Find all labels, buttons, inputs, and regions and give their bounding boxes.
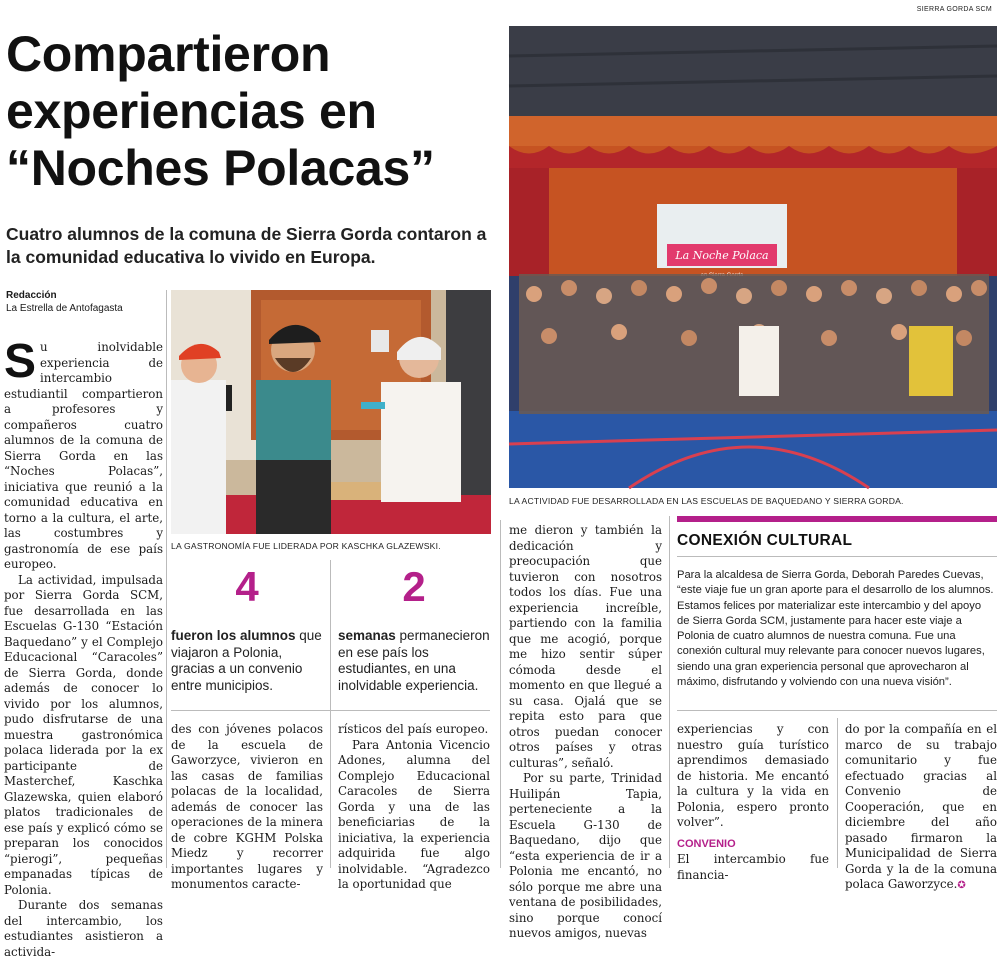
column-divider	[330, 560, 331, 868]
body-paragraph: me dieron y también la dedicación y preocupación que tuvieron con nosotros todos los días. Fue una experiencia increíble, partiendo con la familia que me acogió, porque me hizo sentir súper cómoda desde el momento en que llegué a su casa. Ojalá que se repita esto para que otros puedan conocer otros países y otras culturas”, señaló.	[509, 523, 662, 770]
stat-bold: semanas	[338, 628, 396, 643]
column-divider	[669, 516, 670, 868]
paragraph-text: do por la compañía en el marco de su trabajo comunitario y fue efectuado gracias al Convenio de Cooperación, que en diciembre del año pasado firmaron la Municipalidad de Sierra Gorda y la de la comuna polaca Gaworzyce.	[845, 722, 997, 891]
stat-description	[171, 628, 327, 694]
box-accent-bar	[677, 516, 997, 522]
body-column-2	[171, 722, 323, 891]
column-divider	[837, 718, 838, 868]
body-column-1	[4, 335, 163, 959]
byline-role: Redacción	[6, 290, 57, 301]
gastronomy-photo	[171, 290, 491, 534]
end-of-article-icon: ✪	[957, 880, 966, 891]
body-paragraph	[4, 335, 163, 573]
group-photo	[509, 26, 997, 488]
body-column-6	[845, 722, 997, 891]
box-title: CONEXIÓN CULTURAL	[677, 532, 853, 549]
stat-number: 2	[402, 563, 426, 610]
body-paragraph: Durante dos semanas del intercambio, los estudiantes asistieron a activida-	[4, 898, 163, 959]
headline	[6, 26, 506, 197]
body-paragraph: experiencias y con nuestro guía turístico aprendimos demasiado de historia. Me encantó la cultura y la vida en Polonia, espero pronto volver”.	[677, 722, 829, 829]
stat-rest: permanecieron en ese país los estudiantes, en una inolvidable experiencia.	[338, 628, 490, 693]
body-column-4	[509, 523, 662, 940]
body-paragraph	[845, 722, 997, 894]
body-paragraph: Por su parte, Trinidad Huilipán Tapia, perteneciente a la Escuela G-130 de Baquedano, dijo que “esta experiencia de ir a Polonia me encantó, no sólo porque me abre una ventana de posibilidades, sino porque conocí nuevos amigos, nuevas	[509, 771, 662, 940]
section-subtitle: CONVENIO	[677, 837, 736, 850]
group-photo-illustration	[509, 26, 997, 488]
body-column-5	[677, 722, 829, 882]
paragraph-text: u inolvidable experiencia de intercambio estudiantil compartieron a profesores y compañeros cuatro alumnos de la comuna de Sierra Gorda en las “Noches Polacas”, iniciativa que reunió a la comunidad educativa en torno a la cultura, el arte, las costumbres y gastronomía de ese país europeo.	[4, 340, 163, 571]
body-paragraph: des con jóvenes polacos de la escuela de Gaworzyce, vivieron en las casas de familias polacas de la localidad, además de conocer las operaciones de la minera de cobre KGHM Polska Miedz y recorrer importantes lugares y monumentos caracte-	[171, 722, 323, 891]
body-column-3	[338, 722, 490, 891]
box-text: Para la alcaldesa de Sierra Gorda, Deborah Paredes Cuevas, “este viaje fue un gran aporte para el desarrollo de los alumnos. Estamos felices por materializar este intercambio y del apoyo de Sierra Gorda SCM, justamente para hacer este viaje a Polonia de cuatro alumnos de nuestra comuna. Fue una conexión cultural muy relevante para conocer nuevos lugares, siendo una gran experiencia personal que aprovecharon al máximo, disfrutando y volviendo con una nueva visión”.	[677, 569, 994, 689]
subheadline: Cuatro alumnos de la comuna de Sierra Gorda contaron a la comunidad educativa lo vivido en Europa.	[6, 224, 487, 267]
byline-outlet: La Estrella de Antofagasta	[6, 303, 123, 314]
gastronomy-photo-caption: LA GASTRONOMÍA FUE LIDERADA POR KASCHKA GLAZEWSKI.	[171, 541, 441, 551]
column-divider	[166, 290, 167, 868]
byline	[6, 289, 123, 315]
headline-line-2: experiencias en	[6, 83, 377, 139]
headline-line-1: Compartieron	[6, 26, 331, 82]
column-divider	[500, 520, 501, 868]
group-photo-caption: LA ACTIVIDAD FUE DESARROLLADA EN LAS ESCUELAS DE BAQUEDANO Y SIERRA GORDA.	[509, 496, 904, 506]
body-paragraph: rísticos del país europeo.	[338, 722, 489, 736]
stat-description	[338, 628, 494, 694]
stat-rest: que viajaron a Polonia, gracias a un convenio entre municipios.	[171, 628, 322, 693]
body-paragraph: Para Antonia Vicencio Adones, alumna del Complejo Educacional Caracoles de Sierra Gorda y una de las beneficiarias de la iniciativa, la experiencia adquirida fue algo inolvidable. “Agradezco la oportunidad que	[338, 737, 490, 891]
section-divider	[677, 710, 997, 711]
photo-credit: SIERRA GORDA SCM	[916, 6, 992, 13]
body-paragraph: La actividad, impulsada por Sierra Gorda SCM, fue desarrollada en las Escuelas G-130 “Estación Baquedano” y el Complejo Educacional “Caracoles” de Sierra Gorda, donde además de conocer lo vivido por los alumnos, pudo disfrutarse de una muestra gastronómica polaca liderada por la ex participante de Masterchef, Kaschka Glazewska, quien elaboró platos tradicionales de ese país y explicó cómo se preparan los conocidos “pierogi”, pequeñas empanadas típicas de Polonia.	[4, 572, 163, 897]
section-divider	[171, 710, 490, 711]
stat-bold: fueron los alumnos	[171, 628, 296, 643]
drop-cap: S	[4, 335, 37, 388]
box-title-rule	[677, 556, 997, 557]
stat-number: 4	[235, 563, 259, 610]
banner-title: La Noche Polaca	[675, 249, 769, 262]
body-paragraph: El intercambio fue financia-	[677, 852, 829, 882]
headline-line-3: “Noches Polacas”	[6, 140, 435, 196]
gastronomy-photo-illustration	[171, 290, 491, 534]
